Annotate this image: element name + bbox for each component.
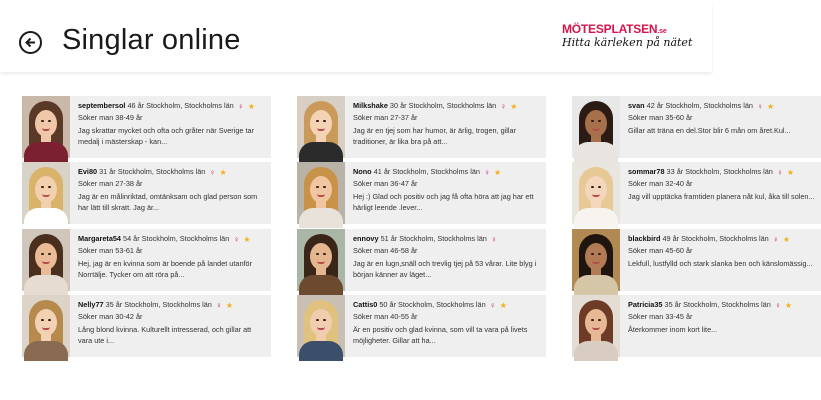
profile-description: Lekfull, lustfylld och stark slanka ben och känslomässig... <box>628 258 813 268</box>
seeking-text: Söker man 30-42 år <box>78 312 143 322</box>
age-location: 46 år Stockholm, Stockholms län <box>127 101 234 110</box>
profile-description: Gillar att träna en del.Stor blir 6 mån om året.Kul... <box>628 125 791 135</box>
age-location: 35 år Stockholm, Stockholms län <box>105 300 212 309</box>
star-icon: ★ <box>767 102 775 111</box>
profile-description: Är en positiv och glad kvinna, som vill ta vara på livets möjligheter. Gillar att ha... <box>353 324 528 346</box>
profile-card[interactable] <box>297 96 546 158</box>
star-icon: ★ <box>499 301 507 310</box>
seeking-text: Söker man 45-60 år <box>628 246 693 256</box>
seeking-text: Söker man 27-37 år <box>353 113 418 123</box>
profile-description: Hej :) Glad och positiv och jag få ofta höra att jag har ett härligt leende .lever... <box>353 191 534 213</box>
age-location: 31 år Stockholm, Stockholms län <box>99 167 206 176</box>
female-icon: ♀ <box>500 102 507 111</box>
female-icon: ♀ <box>233 235 240 244</box>
female-icon: ♀ <box>215 301 222 310</box>
age-location: 54 år Stockholm, Stockholms län <box>123 234 230 243</box>
singles-grid <box>0 72 815 400</box>
brand-logo <box>562 22 702 49</box>
page-title: Singlar online <box>62 24 241 56</box>
username: Patricia35 <box>628 300 663 309</box>
female-icon: ♀ <box>774 301 781 310</box>
profile-photo <box>297 162 345 224</box>
username: blackbird <box>628 234 661 243</box>
profile-photo <box>572 96 620 158</box>
username: septembersol <box>78 101 126 110</box>
profile-description: Jag skrattar mycket och ofta och gråter när Sverige tar medalj i mästerskap - kan... <box>78 125 255 147</box>
profile-description: Jag är en målinriktad, omtänksam och glad person som har lätt till skratt. Jag är... <box>78 191 258 213</box>
female-icon: ♀ <box>483 168 490 177</box>
seeking-text: Söker man 46-58 år <box>353 246 418 256</box>
profile-photo <box>297 96 345 158</box>
profile-photo <box>572 162 620 224</box>
profile-photo <box>572 229 620 291</box>
profile-description: Jag är en tjej som har humor, är ärlig, trogen, gillar traditioner, är lika bra på att... <box>353 125 517 147</box>
female-icon: ♀ <box>490 235 497 244</box>
profile-card[interactable] <box>297 295 546 357</box>
username: sommar78 <box>628 167 665 176</box>
username: Nono <box>353 167 372 176</box>
profile-photo <box>572 295 620 357</box>
age-location: 33 år Stockholm, Stockholms län <box>666 167 773 176</box>
star-icon: ★ <box>494 168 502 177</box>
app-header <box>0 0 712 72</box>
profile-photo <box>22 162 70 224</box>
profile-card[interactable] <box>572 295 821 357</box>
female-icon: ♀ <box>776 168 783 177</box>
female-icon: ♀ <box>209 168 216 177</box>
female-icon: ♀ <box>756 102 763 111</box>
profile-photo <box>22 295 70 357</box>
profile-card[interactable] <box>572 229 821 291</box>
arrow-left-icon <box>24 36 37 49</box>
seeking-text: Söker man 32-40 år <box>628 179 693 189</box>
profile-description: Jag är en lugn,snäll och trevlig tjej på 53 vårar. Lite blyg i början känner av läget... <box>353 258 537 280</box>
seeking-text: Söker man 53-61 år <box>78 246 143 256</box>
seeking-text: Söker man 35-60 år <box>628 113 693 123</box>
seeking-text: Söker man 38-49 år <box>78 113 143 123</box>
back-button[interactable] <box>19 31 42 54</box>
star-icon: ★ <box>219 168 227 177</box>
star-icon: ★ <box>782 235 790 244</box>
username: svan <box>628 101 645 110</box>
seeking-text: Söker man 36-47 år <box>353 179 418 189</box>
username: Evi80 <box>78 167 98 176</box>
profile-description: Jag vill upptäcka framtiden planera nåt kul, åka till solen... <box>628 191 815 201</box>
profile-description: Hej, jag är en kvinna som är boende på landet utanför Norrtälje. Tycker om att röra på... <box>78 258 253 280</box>
age-location: 41 år Stockholm, Stockholms län <box>373 167 480 176</box>
age-location: 50 år Stockholm, Stockholms län <box>379 300 486 309</box>
age-location: 35 år Stockholm, Stockholms län <box>664 300 771 309</box>
brand-tagline: Hitta kärleken på nätet <box>562 36 693 49</box>
seeking-text: Söker man 40-55 år <box>353 312 418 322</box>
female-icon: ♀ <box>772 235 779 244</box>
profile-description: Återkommer inom kort lite... <box>628 324 718 334</box>
profile-description: Lång blond kvinna. Kulturellt intresserad, och gillar att vara ute i... <box>78 324 252 346</box>
profile-card[interactable] <box>22 162 271 224</box>
star-icon: ★ <box>225 301 234 310</box>
username: ennovy <box>353 234 379 243</box>
seeking-text: Söker man 33-45 år <box>628 312 693 322</box>
username: Milkshake <box>353 101 388 110</box>
star-icon: ★ <box>510 102 518 111</box>
profile-card[interactable] <box>572 96 821 158</box>
age-location: 51 år Stockholm, Stockholms län <box>380 234 487 243</box>
profile-card[interactable] <box>22 96 271 158</box>
username: Cattis0 <box>353 300 378 309</box>
seeking-text: Söker man 27-38 år <box>78 179 143 189</box>
username: Margareta54 <box>78 234 121 243</box>
profile-photo <box>22 96 70 158</box>
brand-name: MÖTESPLATSEN.se <box>562 22 667 36</box>
profile-photo <box>297 295 345 357</box>
age-location: 49 år Stockholm, Stockholms län <box>662 234 769 243</box>
female-icon: ♀ <box>237 102 244 111</box>
profile-card[interactable] <box>297 162 546 224</box>
profile-photo <box>22 229 70 291</box>
star-icon: ★ <box>786 168 795 177</box>
profile-photo <box>297 229 345 291</box>
profile-card[interactable] <box>297 229 546 291</box>
age-location: 30 år Stockholm, Stockholms län <box>389 101 497 110</box>
profile-card[interactable] <box>572 162 821 224</box>
username: Nelly77 <box>78 300 104 309</box>
profile-card[interactable] <box>22 229 271 291</box>
female-icon: ♀ <box>489 301 496 310</box>
star-icon: ★ <box>243 235 251 244</box>
star-icon: ★ <box>247 102 255 111</box>
star-icon: ★ <box>784 301 793 310</box>
profile-card[interactable] <box>22 295 271 357</box>
age-location: 42 år Stockholm, Stockholms län <box>646 101 753 110</box>
